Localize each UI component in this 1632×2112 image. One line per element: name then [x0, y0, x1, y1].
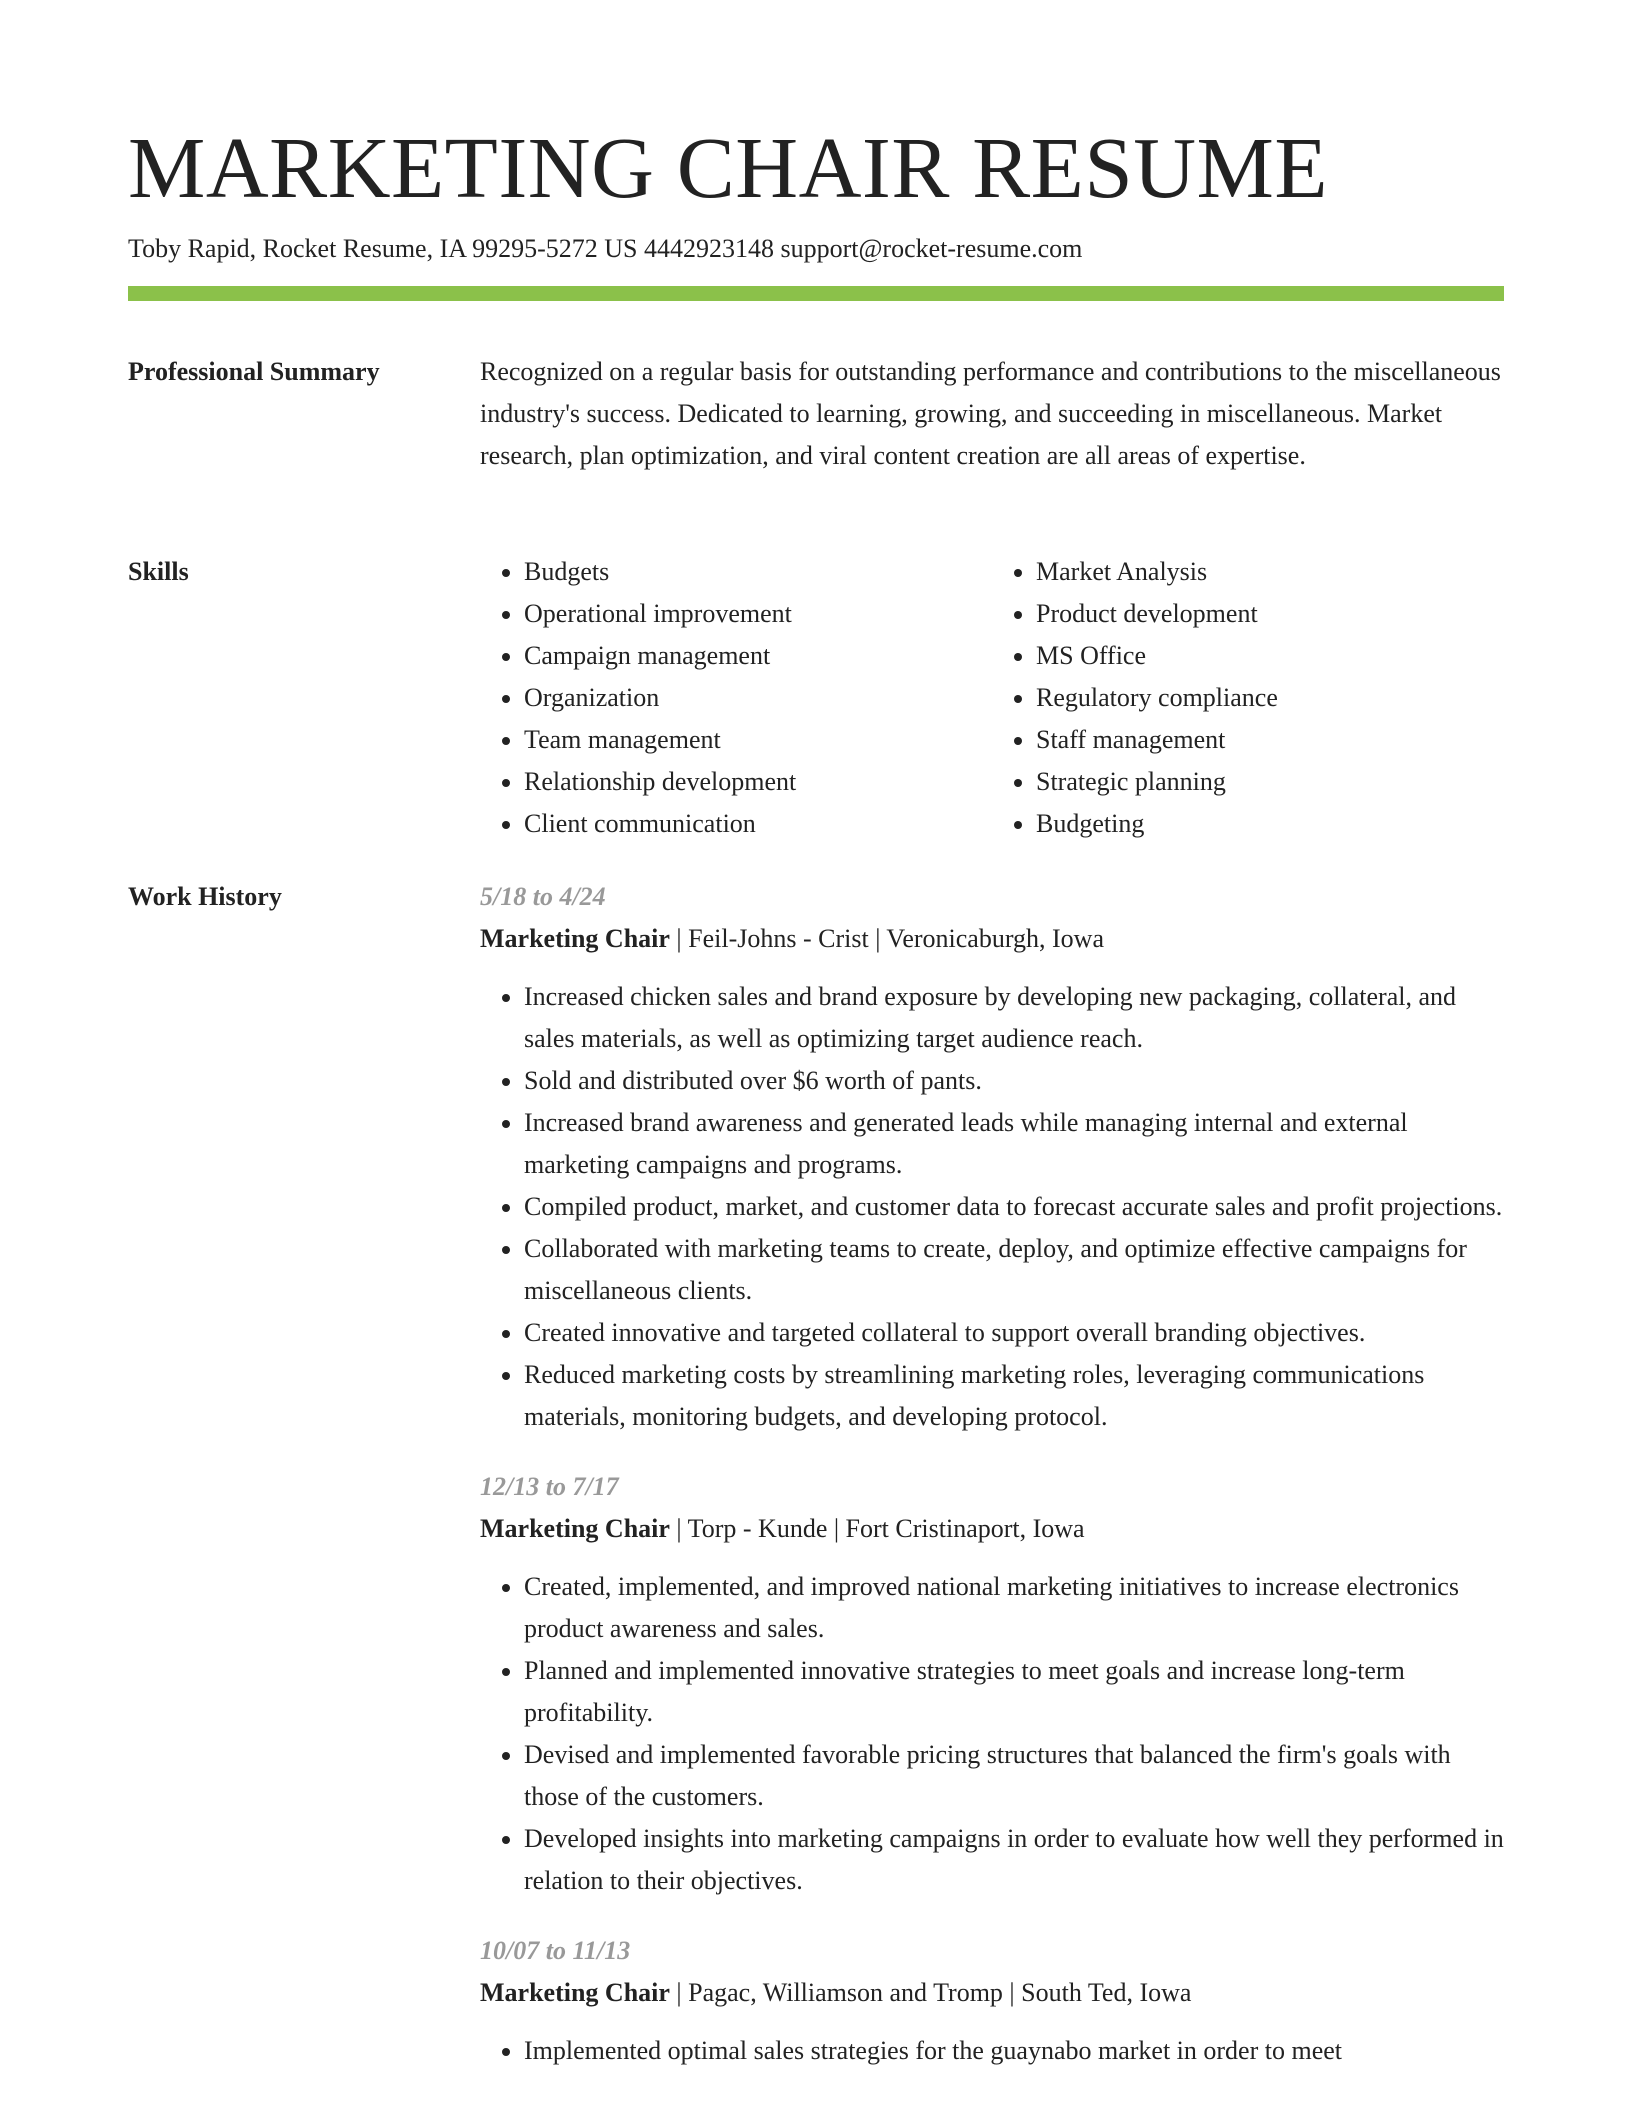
- job-dates: 5/18 to 4/24: [480, 882, 606, 911]
- job-bullet: • Compiled product, market, and customer data to forecast accurate sales and profit projections.: [524, 1186, 1504, 1228]
- skill-item: • Organization: [524, 677, 992, 719]
- job-bullets: [480, 2030, 1504, 2072]
- job-dates: 10/07 to 11/13: [480, 1936, 631, 1965]
- skill-item: • Team management: [524, 719, 992, 761]
- job-heading: [480, 1972, 1504, 2014]
- skill-item: • Regulatory compliance: [1036, 677, 1504, 719]
- job-bullet: • Increased chicken sales and brand exposure by developing new packaging, collateral, and sales materials, as well as optimizing target audience reach.: [524, 976, 1504, 1060]
- contact-line: Toby Rapid, Rocket Resume, IA 99295-5272 US 4442923148 support@rocket-resume.com: [128, 234, 1083, 263]
- section-label-skills: Skills: [128, 557, 189, 586]
- section-label-summary: Professional Summary: [128, 357, 380, 386]
- skills-body: [480, 551, 1504, 845]
- job-bullet: • Developed insights into marketing campaigns in order to evaluate how well they performed in relation to their objectives.: [524, 1818, 1504, 1902]
- job-title: Marketing Chair: [480, 1978, 670, 2007]
- job-heading: [480, 1508, 1504, 1550]
- job-bullet: • Increased brand awareness and generated leads while managing internal and external marketing campaigns and programs.: [524, 1102, 1504, 1186]
- skill-item: • Client communication: [524, 803, 992, 845]
- job-entry: [480, 876, 1504, 1438]
- section-label-work-history: Work History: [128, 882, 282, 911]
- skills-list-left: [480, 551, 992, 845]
- job-bullet: • Collaborated with marketing teams to create, deploy, and optimize effective campaigns for miscellaneous clients.: [524, 1228, 1504, 1312]
- job-heading: [480, 918, 1504, 960]
- skill-item: • Budgeting: [1036, 803, 1504, 845]
- skill-item: • Budgets: [524, 551, 992, 593]
- job-bullet: • Planned and implemented innovative strategies to meet goals and increase long-term profitability.: [524, 1650, 1504, 1734]
- skill-item: • Staff management: [1036, 719, 1504, 761]
- skill-item: • Operational improvement: [524, 593, 992, 635]
- summary-text: Recognized on a regular basis for outstanding performance and contributions to the miscellaneous industry's success. Dedicated to learning, growing, and succeeding in miscellaneous. Market research, plan optimization, and viral content creation are all areas of expertise.: [480, 357, 1501, 470]
- job-details: | Torp - Kunde | Fort Cristinaport, Iowa: [669, 1514, 1085, 1543]
- work-history-body: [480, 876, 1504, 2100]
- job-details: | Feil-Johns - Crist | Veronicaburgh, Iowa: [669, 924, 1104, 953]
- job-entry: [480, 1466, 1504, 1902]
- skill-item: • Campaign management: [524, 635, 992, 677]
- job-bullet: • Created, implemented, and improved national marketing initiatives to increase electronics product awareness and sales.: [524, 1566, 1504, 1650]
- job-bullet: • Implemented optimal sales strategies for the guaynabo market in order to meet: [524, 2030, 1504, 2072]
- job-bullets: [480, 1566, 1504, 1902]
- skill-item: • Strategic planning: [1036, 761, 1504, 803]
- header-divider: [128, 286, 1504, 301]
- job-bullet: • Reduced marketing costs by streamlining marketing roles, leveraging communications materials, monitoring budgets, and developing protocol.: [524, 1354, 1504, 1438]
- skill-item: • Relationship development: [524, 761, 992, 803]
- skill-item: • Market Analysis: [1036, 551, 1504, 593]
- summary-body: [480, 351, 1504, 477]
- job-bullet: • Created innovative and targeted collateral to support overall branding objectives.: [524, 1312, 1504, 1354]
- skill-item: • MS Office: [1036, 635, 1504, 677]
- job-bullet: • Devised and implemented favorable pricing structures that balanced the firm's goals with those of the customers.: [524, 1734, 1504, 1818]
- job-dates: 12/13 to 7/17: [480, 1472, 619, 1501]
- skills-list-right: [992, 551, 1504, 845]
- job-title: Marketing Chair: [480, 1514, 670, 1543]
- job-bullets: [480, 976, 1504, 1438]
- job-entry: [480, 1930, 1504, 2072]
- job-details: | Pagac, Williamson and Tromp | South Ted, Iowa: [669, 1978, 1192, 2007]
- job-title: Marketing Chair: [480, 924, 670, 953]
- resume-title: MARKETING CHAIR RESUME: [128, 119, 1329, 216]
- job-bullet: • Sold and distributed over $6 worth of pants.: [524, 1060, 1504, 1102]
- skill-item: • Product development: [1036, 593, 1504, 635]
